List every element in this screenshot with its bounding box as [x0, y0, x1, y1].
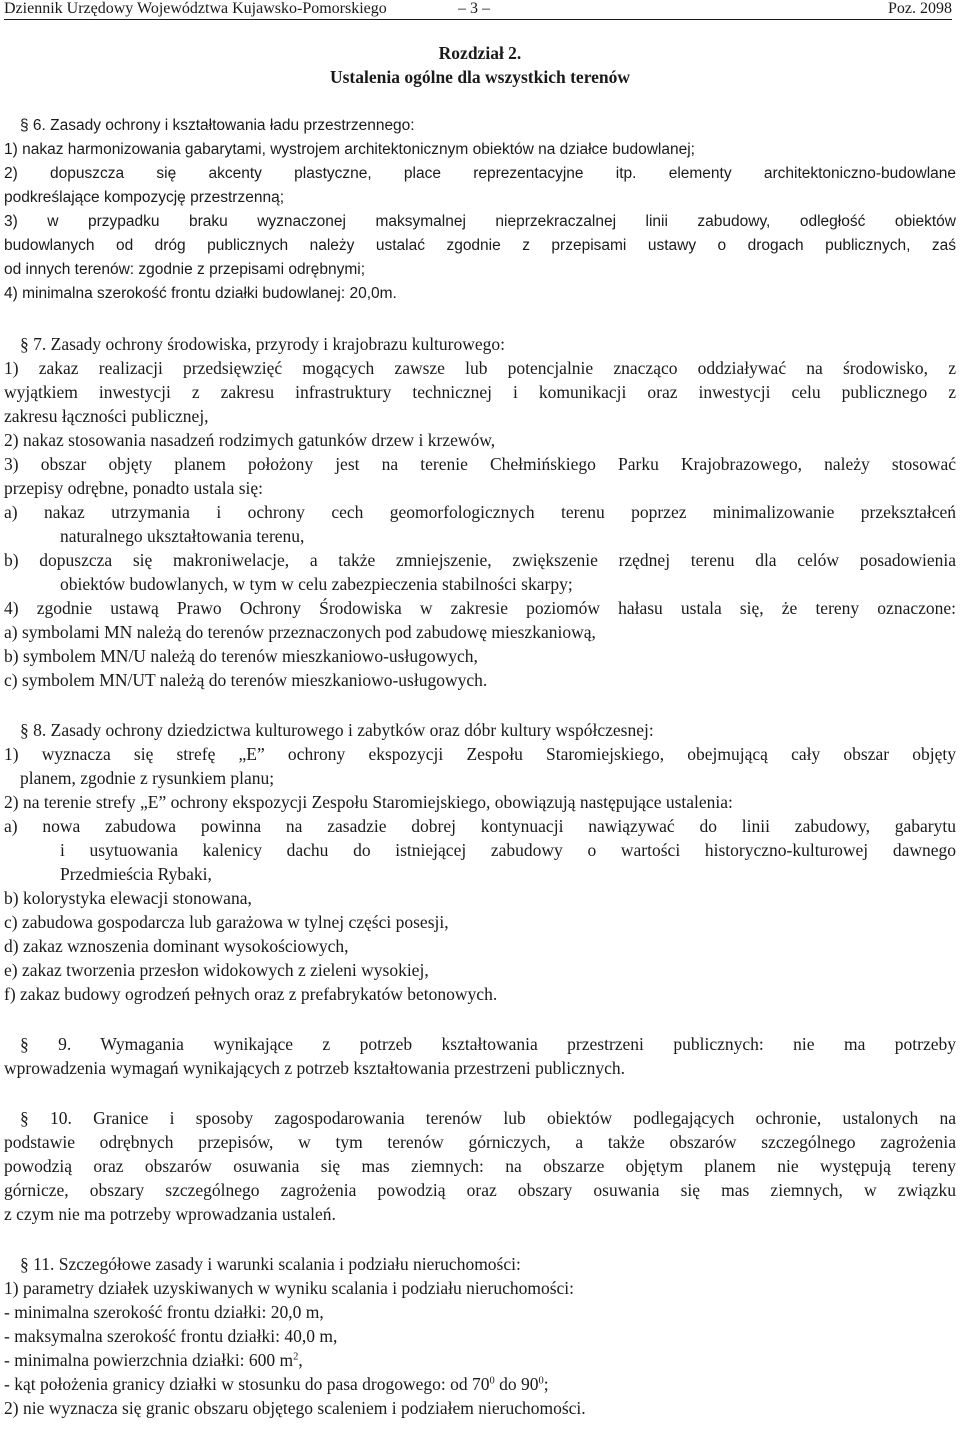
chapter-title: Ustalenia ogólne dla wszystkich terenów	[329, 67, 631, 87]
punctuation: ;	[543, 1374, 549, 1394]
section-7-heading: § 7. Zasady ochrony środowiska, przyrody i krajobrazu kulturowego:	[20, 334, 506, 354]
section-10-line-3: powodzią oraz obszarów osuwania się mas ziemnych: na obszarze objętym planem nie występują tereny	[4, 1156, 956, 1176]
section-8-item-2: 2) na terenie strefy „E” ochrony ekspozycji Zespołu Staromiejskiego, obowiązują następujące ustalenia:	[4, 792, 733, 812]
section-7-item-3a-cont: naturalnego ukształtowania terenu,	[60, 526, 305, 546]
section-11-dash-3-text: - minimalna powierzchnia działki: 600 m	[4, 1350, 294, 1370]
section-6-item-2: 2) dopuszcza się akcenty plastyczne, place reprezentacyjne itp. elementy architektoniczno-budowlane	[4, 165, 956, 182]
section-10-line-5: z czym nie ma potrzeby wprowadzania ustaleń.	[4, 1204, 336, 1224]
section-7-item-1-cont2: zakresu łączności publicznej,	[4, 406, 209, 426]
section-8-item-2d: d) zakaz wznoszenia dominant wysokościowych,	[4, 936, 349, 956]
section-9-line-1: § 9. Wymagania wynikające z potrzeb kształtowania przestrzeni publicznych: nie ma potrzeby	[20, 1034, 956, 1054]
section-11-item-2: 2) nie wyznacza się granic obszaru objętego scaleniem i podziałem nieruchomości.	[4, 1398, 586, 1418]
section-11-dash-3	[4, 1349, 956, 1371]
section-7-item-3b: b) dopuszcza się makroniwelacje, a także zmniejszenie, zwiększenie rzędnej terenu dla celów posadowienia	[4, 550, 956, 570]
section-7-item-3a: a) nakaz utrzymania i ochrony cech geomorfologicznych terenu poprzez minimalizowanie przekształceń	[4, 502, 956, 522]
section-7-item-4a: a) symbolami MN należą do terenów przeznaczonych pod zabudowę mieszkaniową,	[4, 622, 596, 642]
section-8-item-2f: f) zakaz budowy ogrodzeń pełnych oraz z prefabrykatów betonowych.	[4, 984, 498, 1004]
header-rule	[4, 19, 952, 20]
page-header	[0, 0, 960, 18]
superscript: 2	[293, 1351, 299, 1363]
section-6-item-1: 1) nakaz harmonizowania gabarytami, wystrojem architektonicznym obiektów na działce budowlanej;	[4, 141, 695, 158]
page-number: – 3 –	[458, 0, 490, 17]
section-8-item-2c: c) zabudowa gospodarcza lub garażowa w tylnej części posesji,	[4, 912, 449, 932]
section-7-item-4b: b) symbolem MN/U należą do terenów mieszkaniowo-usługowych,	[4, 646, 478, 666]
position-number: Poz. 2098	[888, 0, 952, 17]
superscript: 0	[538, 1375, 544, 1387]
chapter-number: Rozdział 2.	[438, 43, 522, 63]
section-8-item-2b: b) kolorystyka elewacji stonowana,	[4, 888, 252, 908]
section-7-item-1-cont: wyjątkiem inwestycji z zakresu infrastruktury technicznej i komunikacji oraz inwestycji celu publicznego z	[4, 382, 956, 402]
section-6-item-4: 4) minimalna szerokość frontu działki budowlanej: 20,0m.	[4, 285, 397, 302]
section-11-dash-4-text: - kąt położenia granicy działki w stosunku do pasa drogowego: od 70	[4, 1374, 490, 1394]
section-6-heading: § 6. Zasady ochrony i kształtowania ładu przestrzennego:	[20, 117, 415, 134]
superscript: 0	[489, 1375, 495, 1387]
section-9-line-2: wprowadzenia wymagań wynikających z potrzeb kształtowania przestrzeni publicznych.	[4, 1058, 625, 1078]
section-6-item-3-cont2: od innych terenów: zgodnie z przepisami odrębnymi;	[4, 261, 365, 278]
section-11-dash-4	[4, 1373, 956, 1395]
section-8-item-2a: a) nowa zabudowa powinna na zasadzie dobrej kontynuacji nawiązywać do linii zabudowy, gabarytu	[4, 816, 956, 836]
section-8-item-1: 1) wyznacza się strefę „E” ochrony ekspozycji Zespołu Staromiejskiego, obejmującą cały obszar objęty	[4, 744, 956, 764]
section-10-line-1: § 10. Granice i sposoby zagospodarowania terenów lub obiektów podlegających ochronie, ustalonych na	[20, 1108, 956, 1128]
section-8-heading: § 8. Zasady ochrony dziedzictwa kulturowego i zabytków oraz dóbr kultury współczesnej:	[20, 720, 654, 740]
section-7-item-3: 3) obszar objęty planem położony jest na terenie Chełmińskiego Parku Krajobrazowego, należy stosować	[4, 454, 956, 474]
section-11-item-1: 1) parametry działek uzyskiwanych w wyniku scalania i podziału nieruchomości:	[4, 1278, 575, 1298]
section-8-item-1-cont: planem, zgodnie z rysunkiem planu;	[20, 768, 275, 788]
section-7-item-1: 1) zakaz realizacji przedsięwzięć mogących zawsze lub potencjalnie znacząco oddziaływać na środowisko, z	[4, 358, 956, 378]
section-7-item-4c: c) symbolem MN/UT należą do terenów mieszkaniowo-usługowych.	[4, 670, 488, 690]
section-6-item-3-cont: budowlanych od dróg publicznych należy ustalać zgodnie z przepisami ustawy o drogach publicznych, zaś	[4, 237, 956, 254]
section-8-item-2a-cont2: Przedmieścia Rybaki,	[60, 864, 212, 884]
section-11-heading: § 11. Szczegółowe zasady i warunki scalania i podziału nieruchomości:	[20, 1254, 521, 1274]
punctuation: ,	[298, 1350, 303, 1370]
section-10-line-2: podstawie odrębnych przepisów, w tym terenów górniczych, a także obszarów szczególnego zagrożenia	[4, 1132, 956, 1152]
section-8-item-2a-cont: i usytuowania kalenicy dachu do istniejącej zabudowy o wartości historyczno-kulturowej dawnego	[60, 840, 956, 860]
section-11-dash-2: - maksymalna szerokość frontu działki: 40,0 m,	[4, 1326, 338, 1346]
section-7-item-3-cont: przepisy odrębne, ponadto ustala się:	[4, 478, 264, 498]
section-11-dash-1: - minimalna szerokość frontu działki: 20,0 m,	[4, 1302, 324, 1322]
section-6-item-3: 3) w przypadku braku wyznaczonej maksymalnej nieprzekraczalnej linii zabudowy, odległość obiektów	[4, 213, 956, 230]
section-10-line-4: górnicze, obszary szczególnego zagrożenia powodzią oraz obszary osuwania się mas ziemnych, w związku	[4, 1180, 956, 1200]
section-6-item-2-cont: podkreślające kompozycję przestrzenną;	[4, 189, 284, 206]
section-7-item-4: 4) zgodnie ustawą Prawo Ochrony Środowiska w zakresie poziomów hałasu ustala się, że tereny oznaczone:	[4, 598, 956, 618]
journal-title: Dziennik Urzędowy Województwa Kujawsko-Pomorskiego	[4, 0, 387, 17]
section-7-item-3b-cont: obiektów budowlanych, w tym w celu zabezpieczenia stabilności skarpy;	[60, 574, 573, 594]
section-11-dash-4-mid: do 90	[494, 1374, 539, 1394]
section-7-item-2: 2) nakaz stosowania nasadzeń rodzimych gatunków drzew i krzewów,	[4, 430, 496, 450]
section-8-item-2e: e) zakaz tworzenia przesłon widokowych z zieleni wysokiej,	[4, 960, 429, 980]
